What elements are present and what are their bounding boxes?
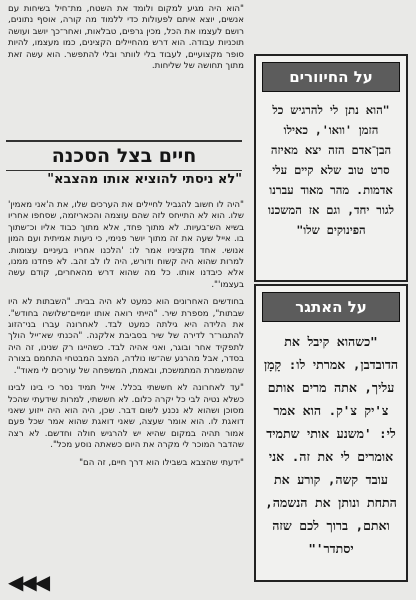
continue-arrows-icon: ◀◀◀ [8,570,49,594]
section-subtitle: "לא ניסתי להוציא אותו מהצבא" [47,172,242,187]
article-paragraph: "עד לאחרונה לא חששתי בכלל. אייל תמיד נסר כי בינו לבינו כשלא נטיה לבי כל יקרה כלום. לא חששתי, למרות שידעתי שהכל מסוכן ושהוא לא נכנע לשום דבר. שכן, היה הוא היה ייזוע שאני דואגת לו. הוא אומר שעצה, שאני דואגת שהוא אמר שכל פעם אמור תהיה במקום שהיא יש להרגיש חולה וחדשם. לא רצה שהדבר המוכר לי מקרה את היום כשאתה נוסע מכל". [8,383,244,451]
quote-box-challenges [254,54,408,282]
article-paragraph: "היה לו חשוב להגביל לחיילים את הערכים שלו, את ה'אני מאמין' שלו. הוא לא התייחס לזה שהם עוצמה והכאריזמה, שסחפו אחריו בשיא הש־בעיות. לא מתוך פחד, אלא מתוך כבוד אליו וכ־שתוך בו. אייל שעה את זה מתוך יושר פנימי, כי ניעות אמיתית ועם המון אנושי. אחד מקציניו אמר לו: 'הלכנו אחריו בעיניים עצומות. למרות שהוא היה קשוח ודורש, היה לו לב זהב. לא פחדנו ממנו, אלא כיבדנו אותו. כל מה שהוא דרש מהאחרים, קודם עשה בעצמו'". [8,200,244,290]
quote-box-text: "כשהוא קיבל את הדובדבן, אמרתי לו: קָמָן עליך, אתה מרים אותם צ'יק צ'ק. הוא אמר לי: 'משנע אותי שתמיד אומרים לי את זה. אני עובד קשה, קורע את התחת ונותן את הנשמה, ואתם, ברוך לכם שזה יסתדר'" [263,334,399,556]
section-title: חיים בצל הסכנה [6,140,242,171]
quote-box-text: "הוא נתן לי להרגיש כל הזמן 'וואו', כאילו הבן־אדם הזה יצא מאיזה סרט טוב שלא קיים עלי אדמות. מהר מאוד עברנו לגור יחד, וגם אז המשכנו הפינוקים שלו" [267,103,395,237]
article-paragraph: "ידעתי שהצבא בשבילו הוא דרך חיים, זה הם" [79,457,244,468]
quote-box-struggle [254,284,408,582]
article-intro: "הוא היה מגיע למקום ולומד את השטח, מת־חיל בשיחות עם אנשים, יוצא איתם לפעולות כדי ללמוד מה קורה, אוסף נתונים, רושם לעצמו את הכל, מכין גרפים, טבלאות, ואחר־כך יושב ועושה תוכניות עבודה. הוא דרש מהחיילים הקצינים, כמו מעצמו, להיות סופר מקצועיים, לעבוד בלי לוותר ובלי להתפשר. הוא עשה זאת מתוך תחושה של שליחות. [8,4,244,72]
quote-sidebar [242,0,416,600]
article-column [6,0,242,600]
article-body [6,196,246,475]
quote-box-header: על החיוורים [262,62,400,92]
article-paragraph: בחודשים האחרונים הוא כמעט לא היה בבית. "השבתות לא היו שבתות", מספרת שיר. "הייתי רואה אותו יומיים־שלושה בחודש". את הלידה היא גילתה כמעט לבד. לאחרונה עברו בני־הזוג להתגור־ר לדירה של שיר בסביבת אלקנה. "הכנתי שא־ייל הולך לתפקיד אחר ובוגר, ואני אהיה לבד. כשהייגו רק שנינו, זה היה בסדר, אבל מהרגע שה־שו נולדה, המצב המבטחי התחמם בצורה שהמשמרת המתמשכת, ובאמת, המשפחה של עורכים לי מאוד". [8,297,244,376]
quote-box-header: על האתגר [262,292,400,322]
